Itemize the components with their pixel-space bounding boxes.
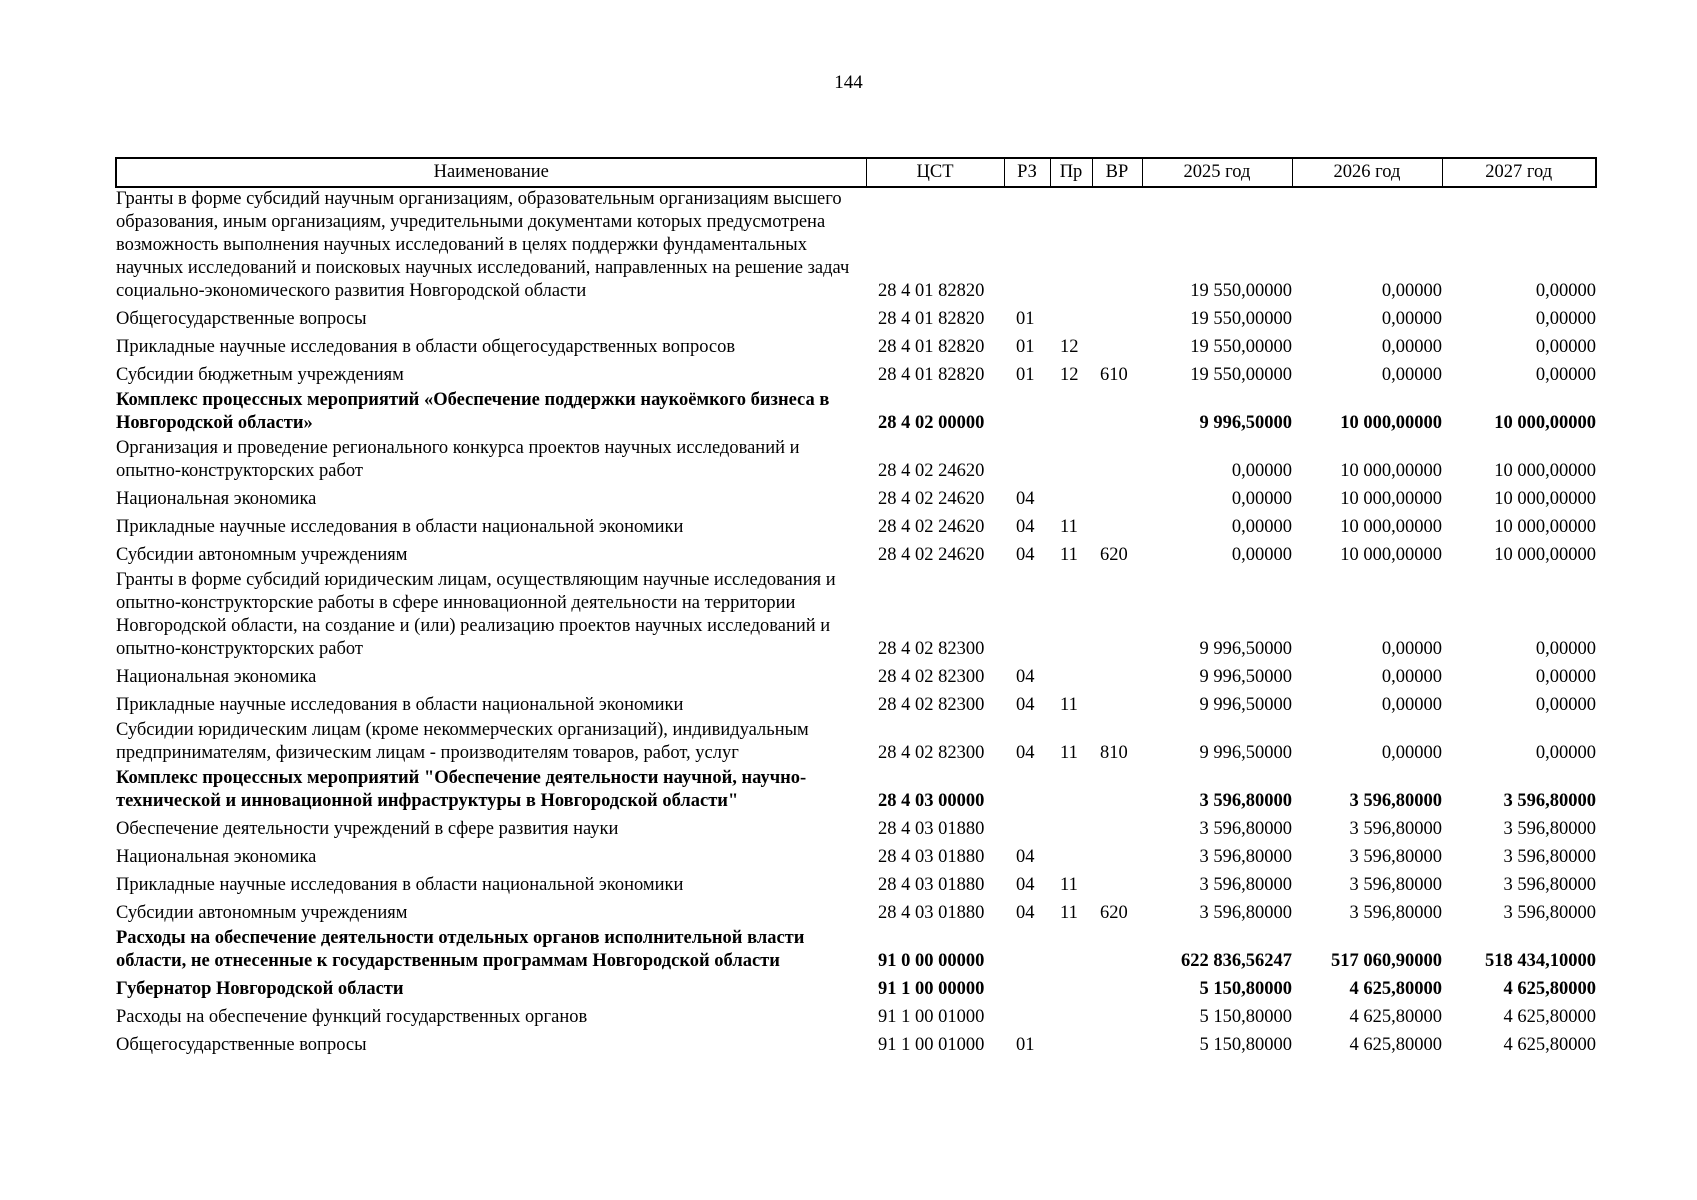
table-row xyxy=(116,513,1596,541)
row-value-2025: 0,00000 xyxy=(1231,517,1292,537)
row-name: Общегосударственные вопросы xyxy=(116,309,367,329)
row-value-2027: 0,00000 xyxy=(1535,337,1596,357)
table-row xyxy=(116,437,1596,485)
row-pr xyxy=(1050,437,1092,485)
row-vr xyxy=(1092,333,1142,361)
row-cst: 28 4 01 82820 xyxy=(878,337,985,357)
header-cst: ЦСТ xyxy=(866,158,1004,187)
row-vr xyxy=(1092,843,1142,871)
row-rz xyxy=(1004,767,1050,815)
table-row xyxy=(116,815,1596,843)
row-value-2026: 10 000,00000 xyxy=(1340,461,1442,481)
row-name: Организация и проведение регионального конкурса проектов научных исследований и опытно-конструкторских работ xyxy=(116,438,800,481)
row-pr xyxy=(1050,927,1092,975)
row-name: Национальная экономика xyxy=(116,667,317,687)
row-cst: 28 4 01 82820 xyxy=(878,309,985,329)
table-header-row xyxy=(116,158,1596,187)
row-pr: 11 xyxy=(1060,695,1078,715)
header-pr: Пр xyxy=(1050,158,1092,187)
row-pr xyxy=(1050,767,1092,815)
row-value-2027: 0,00000 xyxy=(1535,743,1596,763)
row-rz: 04 xyxy=(1016,903,1035,923)
row-vr xyxy=(1092,389,1142,437)
row-cst: 28 4 02 00000 xyxy=(878,413,985,433)
row-value-2026: 0,00000 xyxy=(1381,667,1442,687)
row-value-2026: 10 000,00000 xyxy=(1340,517,1442,537)
row-name: Прикладные научные исследования в области национальной экономики xyxy=(116,695,684,715)
row-rz: 04 xyxy=(1016,545,1035,565)
row-rz: 04 xyxy=(1016,517,1035,537)
row-cst: 91 1 00 00000 xyxy=(878,979,985,999)
row-vr: 810 xyxy=(1100,743,1128,763)
page-number: 144 xyxy=(834,72,863,93)
row-value-2025: 3 596,80000 xyxy=(1199,875,1292,895)
row-name: Национальная экономика xyxy=(116,847,317,867)
table-row xyxy=(116,899,1596,927)
row-cst: 28 4 02 24620 xyxy=(878,461,985,481)
row-rz xyxy=(1004,569,1050,663)
row-value-2026: 0,00000 xyxy=(1381,337,1442,357)
row-cst: 28 4 02 24620 xyxy=(878,489,985,509)
row-value-2025: 5 150,80000 xyxy=(1199,1035,1292,1055)
row-value-2027: 3 596,80000 xyxy=(1503,903,1596,923)
table-row xyxy=(116,187,1596,305)
row-vr xyxy=(1092,1003,1142,1031)
row-value-2025: 9 996,50000 xyxy=(1199,695,1292,715)
row-cst: 91 1 00 01000 xyxy=(878,1035,985,1055)
row-value-2025: 9 996,50000 xyxy=(1199,743,1292,763)
row-value-2025: 3 596,80000 xyxy=(1199,819,1292,839)
row-value-2026: 3 596,80000 xyxy=(1349,791,1442,811)
table-body xyxy=(116,187,1596,1059)
row-vr: 620 xyxy=(1100,903,1128,923)
table-row xyxy=(116,975,1596,1003)
row-value-2026: 3 596,80000 xyxy=(1349,847,1442,867)
header-vr: ВР xyxy=(1092,158,1142,187)
row-value-2026: 10 000,00000 xyxy=(1340,545,1442,565)
row-pr xyxy=(1050,1031,1092,1059)
row-rz xyxy=(1004,815,1050,843)
row-vr xyxy=(1092,815,1142,843)
row-value-2025: 622 836,56247 xyxy=(1181,951,1292,971)
table-row xyxy=(116,767,1596,815)
row-vr xyxy=(1092,513,1142,541)
table-row xyxy=(116,843,1596,871)
row-vr xyxy=(1092,691,1142,719)
row-value-2025: 9 996,50000 xyxy=(1199,639,1292,659)
row-cst: 28 4 02 82300 xyxy=(878,639,985,659)
row-value-2027: 4 625,80000 xyxy=(1503,1035,1596,1055)
row-cst: 28 4 03 01880 xyxy=(878,819,985,839)
row-rz: 01 xyxy=(1016,365,1035,385)
row-vr: 620 xyxy=(1100,545,1128,565)
row-rz: 04 xyxy=(1016,875,1035,895)
row-name: Общегосударственные вопросы xyxy=(116,1035,367,1055)
row-value-2027: 10 000,00000 xyxy=(1494,461,1596,481)
row-value-2027: 0,00000 xyxy=(1535,667,1596,687)
row-value-2025: 19 550,00000 xyxy=(1190,365,1292,385)
row-name: Комплекс процессных мероприятий «Обеспечение поддержки наукоёмкого бизнеса в Новгородской области» xyxy=(116,390,830,433)
row-value-2027: 0,00000 xyxy=(1535,695,1596,715)
row-rz: 01 xyxy=(1016,337,1035,357)
row-cst: 28 4 03 01880 xyxy=(878,847,985,867)
row-name: Расходы на обеспечение деятельности отдельных органов исполнительной власти области, не отнесенные к государственным программам Новгородской области xyxy=(116,928,805,971)
header-name: Наименование xyxy=(116,158,866,187)
row-cst: 28 4 01 82820 xyxy=(878,365,985,385)
row-value-2025: 0,00000 xyxy=(1231,461,1292,481)
table-row xyxy=(116,305,1596,333)
row-vr xyxy=(1092,1031,1142,1059)
row-vr xyxy=(1092,485,1142,513)
row-value-2026: 4 625,80000 xyxy=(1349,1035,1442,1055)
row-value-2026: 0,00000 xyxy=(1381,309,1442,329)
row-value-2026: 10 000,00000 xyxy=(1340,413,1442,433)
row-pr xyxy=(1050,569,1092,663)
row-rz xyxy=(1004,1003,1050,1031)
row-rz: 04 xyxy=(1016,695,1035,715)
row-pr: 11 xyxy=(1060,545,1078,565)
row-rz xyxy=(1004,437,1050,485)
row-value-2027: 10 000,00000 xyxy=(1494,545,1596,565)
table-row xyxy=(116,333,1596,361)
row-value-2027: 4 625,80000 xyxy=(1503,1007,1596,1027)
row-value-2025: 3 596,80000 xyxy=(1199,791,1292,811)
row-value-2025: 19 550,00000 xyxy=(1190,337,1292,357)
row-value-2026: 0,00000 xyxy=(1381,281,1442,301)
row-vr xyxy=(1092,437,1142,485)
row-value-2027: 0,00000 xyxy=(1535,309,1596,329)
row-cst: 28 4 03 01880 xyxy=(878,903,985,923)
row-cst: 28 4 03 01880 xyxy=(878,875,985,895)
row-pr xyxy=(1050,305,1092,333)
row-value-2027: 3 596,80000 xyxy=(1503,875,1596,895)
row-value-2027: 10 000,00000 xyxy=(1494,413,1596,433)
table-row xyxy=(116,691,1596,719)
row-value-2025: 19 550,00000 xyxy=(1190,309,1292,329)
row-value-2027: 4 625,80000 xyxy=(1503,979,1596,999)
row-cst: 28 4 02 82300 xyxy=(878,695,985,715)
row-vr xyxy=(1092,187,1142,305)
header-2026: 2026 год xyxy=(1292,158,1442,187)
row-rz xyxy=(1004,975,1050,1003)
table-row xyxy=(116,719,1596,767)
table-row xyxy=(116,927,1596,975)
row-value-2026: 3 596,80000 xyxy=(1349,875,1442,895)
row-cst: 28 4 02 24620 xyxy=(878,545,985,565)
row-rz: 04 xyxy=(1016,743,1035,763)
header-2025: 2025 год xyxy=(1142,158,1292,187)
row-pr: 11 xyxy=(1060,875,1078,895)
row-name: Гранты в форме субсидий научным организациям, образовательным организациям высшего образования, иным организациям, учредительными документами которых предусмотрена возможность выполнения научных исследований в целях поддержки фундаментальных научных исследований и поисковых научных исследований, направленных на решение задач социально-экономического развития Новгородской области xyxy=(116,189,850,301)
table-row xyxy=(116,663,1596,691)
row-value-2025: 3 596,80000 xyxy=(1199,903,1292,923)
header-rz: РЗ xyxy=(1004,158,1050,187)
row-name: Прикладные научные исследования в области общегосударственных вопросов xyxy=(116,337,736,357)
row-vr xyxy=(1092,871,1142,899)
row-name: Прикладные научные исследования в области национальной экономики xyxy=(116,517,684,537)
row-rz: 04 xyxy=(1016,667,1035,687)
row-cst: 91 1 00 01000 xyxy=(878,1007,985,1027)
table-row xyxy=(116,389,1596,437)
row-rz xyxy=(1004,187,1050,305)
row-value-2027: 10 000,00000 xyxy=(1494,517,1596,537)
row-name: Губернатор Новгородской области xyxy=(116,979,404,999)
budget-table xyxy=(115,157,1597,1059)
row-pr: 11 xyxy=(1060,743,1078,763)
row-name: Субсидии бюджетным учреждениям xyxy=(116,365,404,385)
row-vr xyxy=(1092,767,1142,815)
row-value-2025: 9 996,50000 xyxy=(1199,413,1292,433)
row-value-2027: 0,00000 xyxy=(1535,281,1596,301)
row-rz: 04 xyxy=(1016,847,1035,867)
row-rz: 01 xyxy=(1016,309,1035,329)
row-pr xyxy=(1050,1003,1092,1031)
row-value-2025: 9 996,50000 xyxy=(1199,667,1292,687)
row-pr xyxy=(1050,843,1092,871)
row-rz xyxy=(1004,389,1050,437)
row-vr xyxy=(1092,975,1142,1003)
row-pr: 12 xyxy=(1060,365,1079,385)
row-name: Обеспечение деятельности учреждений в сфере развития науки xyxy=(116,819,619,839)
row-value-2026: 3 596,80000 xyxy=(1349,819,1442,839)
table-row xyxy=(116,569,1596,663)
row-value-2025: 3 596,80000 xyxy=(1199,847,1292,867)
row-value-2025: 19 550,00000 xyxy=(1190,281,1292,301)
row-value-2026: 0,00000 xyxy=(1381,743,1442,763)
row-pr xyxy=(1050,485,1092,513)
row-value-2027: 3 596,80000 xyxy=(1503,791,1596,811)
row-value-2025: 5 150,80000 xyxy=(1199,979,1292,999)
row-cst: 28 4 02 82300 xyxy=(878,743,985,763)
row-name: Субсидии автономным учреждениям xyxy=(116,903,408,923)
row-vr xyxy=(1092,569,1142,663)
row-value-2027: 10 000,00000 xyxy=(1494,489,1596,509)
row-value-2027: 0,00000 xyxy=(1535,365,1596,385)
row-vr: 610 xyxy=(1100,365,1128,385)
row-value-2026: 4 625,80000 xyxy=(1349,979,1442,999)
row-pr: 11 xyxy=(1060,903,1078,923)
row-value-2026: 0,00000 xyxy=(1381,695,1442,715)
row-rz: 04 xyxy=(1016,489,1035,509)
row-value-2025: 0,00000 xyxy=(1231,489,1292,509)
row-value-2026: 3 596,80000 xyxy=(1349,903,1442,923)
row-vr xyxy=(1092,927,1142,975)
table-row xyxy=(116,871,1596,899)
row-cst: 28 4 03 00000 xyxy=(878,791,985,811)
row-name: Субсидии автономным учреждениям xyxy=(116,545,408,565)
row-rz xyxy=(1004,927,1050,975)
row-pr xyxy=(1050,389,1092,437)
row-cst: 28 4 02 24620 xyxy=(878,517,985,537)
row-cst: 91 0 00 00000 xyxy=(878,951,985,971)
row-name: Комплекс процессных мероприятий "Обеспечение деятельности научной, научно-технической и инновационной инфраструктуры в Новгородской области" xyxy=(116,768,807,811)
row-value-2027: 3 596,80000 xyxy=(1503,819,1596,839)
row-value-2026: 0,00000 xyxy=(1381,639,1442,659)
row-name: Гранты в форме субсидий юридическим лицам, осуществляющим научные исследования и опытно-конструкторские работы в сфере инновационной деятельности на территории Новгородской области, на создание и (или) реализацию проектов научных исследований и опытно-конструкторских работ xyxy=(116,570,836,659)
row-name: Прикладные научные исследования в области национальной экономики xyxy=(116,875,684,895)
header-2027: 2027 год xyxy=(1442,158,1596,187)
row-pr: 11 xyxy=(1060,517,1078,537)
row-cst: 28 4 02 82300 xyxy=(878,667,985,687)
row-pr xyxy=(1050,815,1092,843)
row-value-2025: 0,00000 xyxy=(1231,545,1292,565)
table-row xyxy=(116,361,1596,389)
row-value-2027: 518 434,10000 xyxy=(1485,951,1596,971)
row-value-2026: 0,00000 xyxy=(1381,365,1442,385)
row-pr xyxy=(1050,663,1092,691)
row-pr xyxy=(1050,975,1092,1003)
row-rz: 01 xyxy=(1016,1035,1035,1055)
row-vr xyxy=(1092,663,1142,691)
row-value-2026: 4 625,80000 xyxy=(1349,1007,1442,1027)
table-row xyxy=(116,485,1596,513)
row-pr xyxy=(1050,187,1092,305)
row-value-2027: 3 596,80000 xyxy=(1503,847,1596,867)
table-row xyxy=(116,541,1596,569)
row-value-2026: 517 060,90000 xyxy=(1331,951,1442,971)
row-value-2027: 0,00000 xyxy=(1535,639,1596,659)
row-cst: 28 4 01 82820 xyxy=(878,281,985,301)
row-value-2025: 5 150,80000 xyxy=(1199,1007,1292,1027)
row-name: Национальная экономика xyxy=(116,489,317,509)
table-row xyxy=(116,1003,1596,1031)
row-name: Расходы на обеспечение функций государственных органов xyxy=(116,1007,588,1027)
row-value-2026: 10 000,00000 xyxy=(1340,489,1442,509)
row-name: Субсидии юридическим лицам (кроме некоммерческих организаций), индивидуальным предпринимателям, физическим лицам - производителям товаров, работ, услуг xyxy=(116,720,809,763)
row-pr: 12 xyxy=(1060,337,1079,357)
row-vr xyxy=(1092,305,1142,333)
table-row xyxy=(116,1031,1596,1059)
